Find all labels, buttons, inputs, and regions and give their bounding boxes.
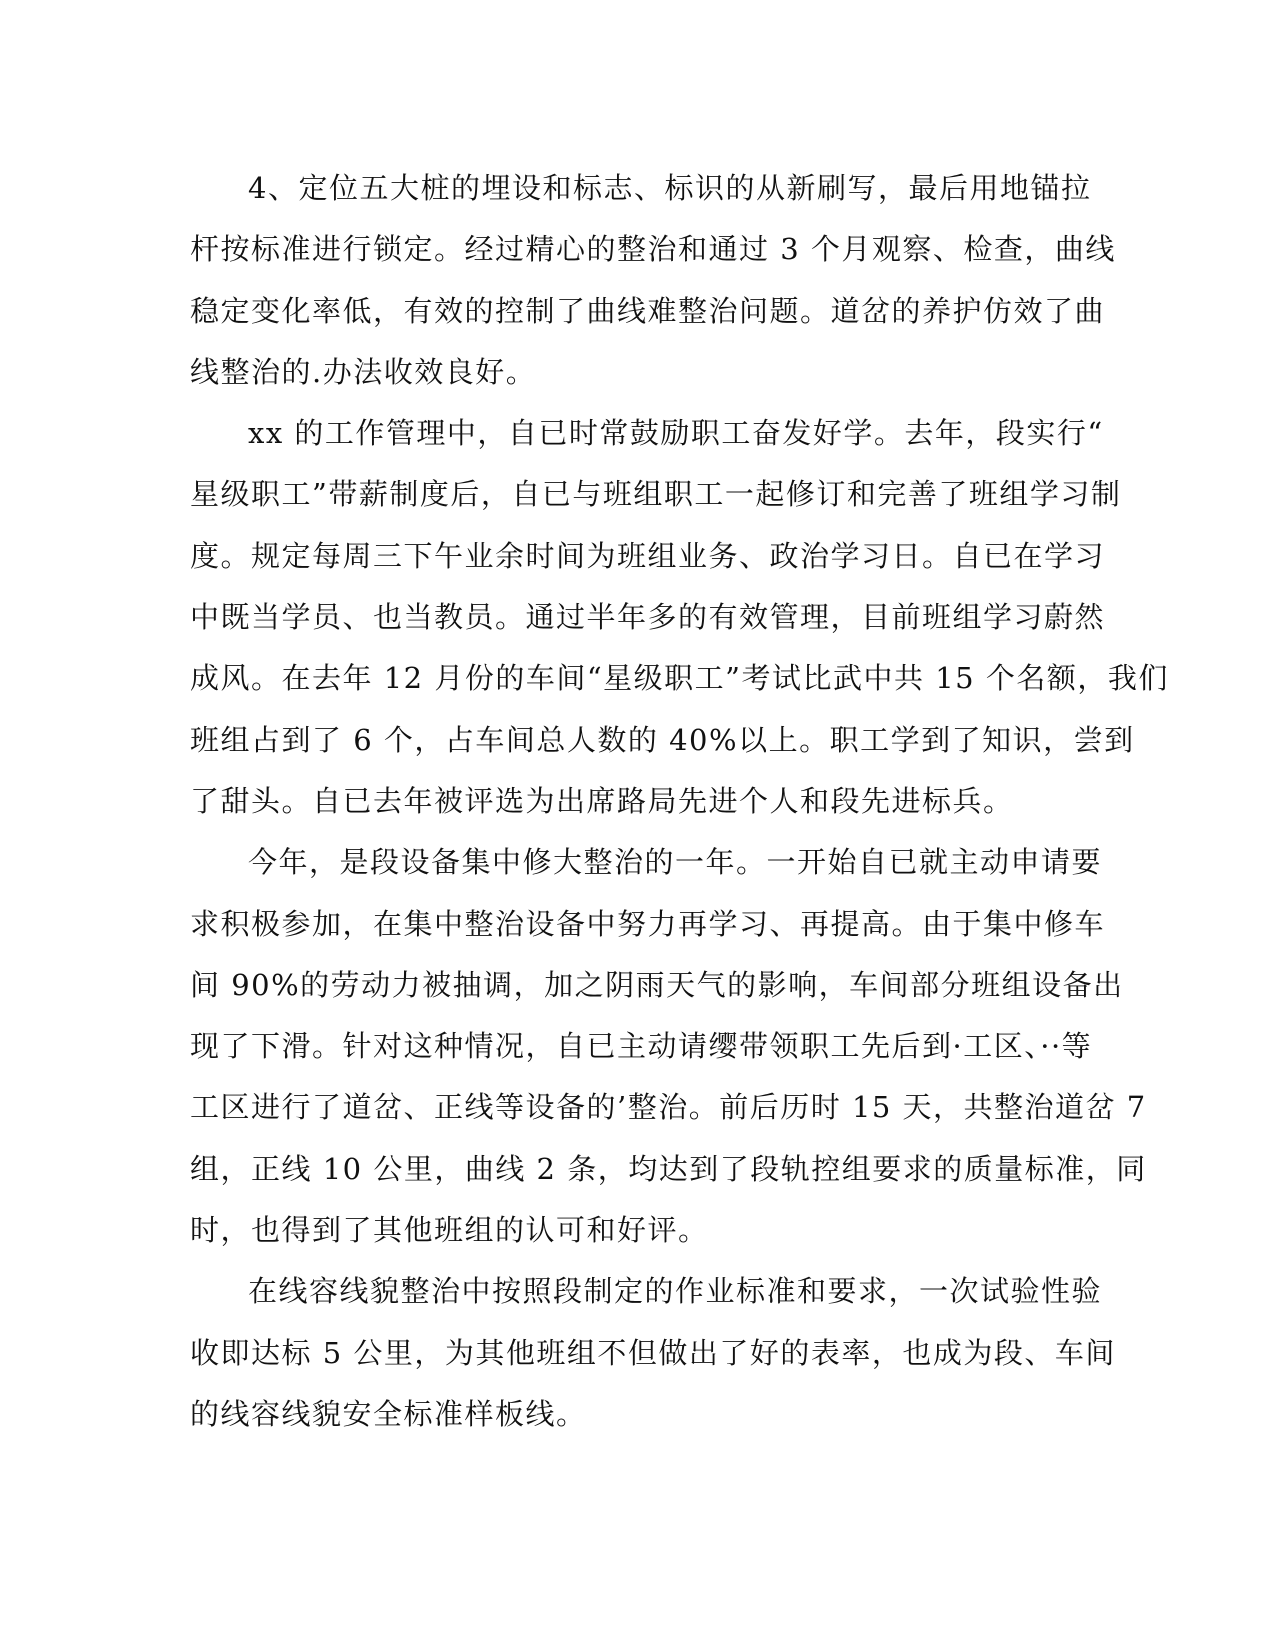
text-line: 班组占到了 6 个，占车间总人数的 40%以上。职工学到了知识，尝到 (190, 722, 1135, 757)
document-body (190, 158, 1169, 1445)
paragraph-3 (190, 832, 1147, 1261)
text-line: 现了下滑。针对这种情况，自已主动请缨带领职工先后到·工区、··等 (190, 1029, 1093, 1064)
text-line: 在线容线貌整治中按照段制定的作业标准和要求，一次试验性验 (248, 1274, 1103, 1309)
text-line: 时，也得到了其他班组的认可和好评。 (190, 1213, 709, 1248)
paragraph-1 (190, 158, 1116, 403)
text-line: 度。规定每周三下午业余时间为班组业务、政治学习日。自已在学习 (190, 538, 1106, 573)
text-line: 求积极参加，在集中整治设备中努力再学习、再提高。由于集中修车 (190, 906, 1106, 941)
text-line: 中既当学员、也当教员。通过半年多的有效管理，目前班组学习蔚然 (190, 600, 1106, 635)
text-line: 稳定变化率低，有效的控制了曲线难整治问题。道岔的养护仿效了曲 (190, 293, 1106, 328)
text-line: 线整治的.办法收效良好。 (190, 354, 537, 389)
text-line: 工区进行了道岔、正线等设备的’整治。前后历时 15 天，共整治道岔 7 (190, 1090, 1147, 1125)
text-line: 收即达标 5 公里，为其他班组不但做出了好的表率，也成为段、车间 (190, 1335, 1116, 1370)
paragraph-4 (190, 1261, 1116, 1445)
text-line: 4、定位五大桩的埋设和标志、标识的从新刷写，最后用地锚拉 (248, 171, 1092, 205)
text-line: 今年，是段设备集中修大整治的一年。一开始自已就主动申请要 (248, 845, 1103, 880)
text-line: 间 90%的劳动力被抽调，加之阴雨天气的影响，车间部分班组设备出 (190, 967, 1124, 1002)
paragraph-2 (190, 403, 1169, 832)
text-line: 组，正线 10 公里，曲线 2 条，均达到了段轨控组要求的质量标准，同 (190, 1151, 1147, 1186)
text-line: xx 的工作管理中，自已时常鼓励职工奋发好学。去年，段实行“ (248, 416, 1104, 451)
text-line: 杆按标准进行锁定。经过精心的整治和通过 3 个月观察、检查，曲线 (190, 232, 1116, 267)
text-line: 星级职工”带薪制度后，自已与班组职工一起修订和完善了班组学习制 (190, 477, 1122, 512)
text-line: 的线容线貌安全标准样板线。 (190, 1396, 587, 1431)
text-line: 了甜头。自已去年被评选为出席路局先进个人和段先进标兵。 (190, 783, 1014, 818)
text-line: 成风。在去年 12 月份的车间“星级职工”考试比武中共 15 个名额，我们 (190, 661, 1169, 696)
